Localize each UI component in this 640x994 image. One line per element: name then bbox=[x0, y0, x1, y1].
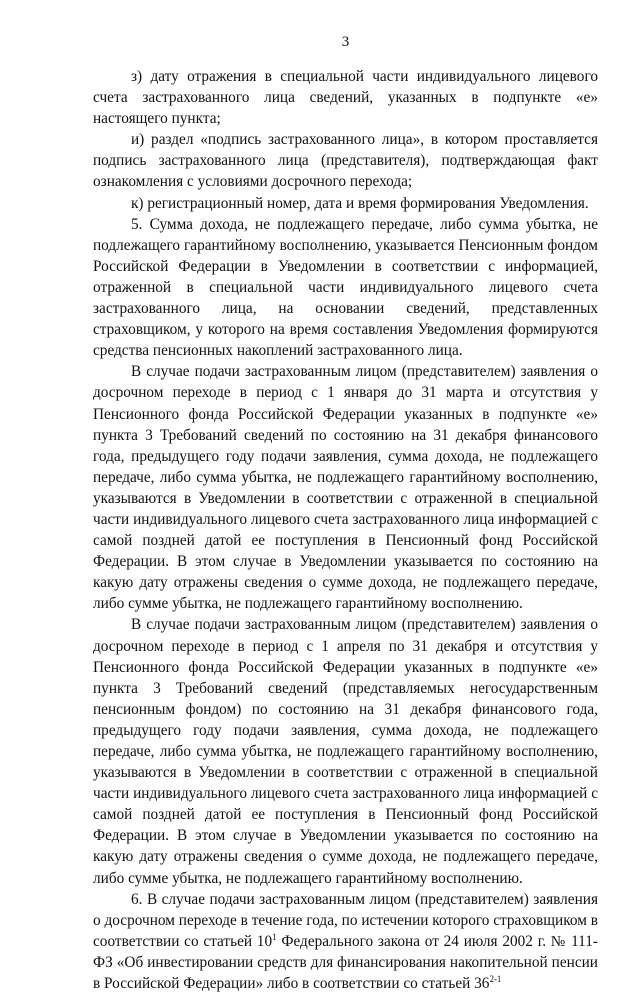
paragraph-clause-5-case-apr-dec: В случае подачи застрахованным лицом (представителем) заявления о досрочном переходе в период с 1 апреля по 31 декабря и отсутствия у Пенсионного фонда Российской Федерации указанных в подпункте «е» пункта 3 Требований сведений (представляемых негосударственным пенсионным фондом) по состоянию на 31 декабря финансового года, предыдущего году подачи заявления, сумма дохода, не подлежащего передаче, либо сумма убытка, не подлежащего гарантийному восполнению, указываются в Уведомлении в соответствии с отраженной в специальной части индивидуального лицевого счета застрахованного лица информацией с самой поздней датой ее поступления в Пенсионный фонд Российской Федерации. В этом случае в Уведомлении указывается по состоянию на какую дату отражены сведения о сумме дохода, не подлежащего передаче, либо сумме убытка, не подлежащего гарантийному восполнению. bbox=[93, 616, 598, 887]
paragraph-clause-5-case-jan-mar: В случае подачи застрахованным лицом (представителем) заявления о досрочном переходе в период с 1 января до 31 марта и отсутствия у Пенсионного фонда Российской Федерации указанных в подпункте «е» пункта 3 Требований сведений по состоянию на 31 декабря финансового года, предыдущего году подачи заявления, сумма дохода, не подлежащего передаче, либо сумма убытка, не подлежащего гарантийному восполнению, указываются в Уведомлении в соответствии с отраженной в специальной части индивидуального лицевого счета застрахованного лица информацией с самой поздней датой ее поступления в Пенсионный фонд Российской Федерации. В этом случае в Уведомлении указывается по состоянию на какую дату отражены сведения о сумме дохода, не подлежащего передаче, либо сумме убытка, не подлежащего гарантийному восполнению. bbox=[93, 363, 598, 613]
clause-6-superscript-1: 1 bbox=[272, 931, 277, 942]
paragraph-clause-5: 5. Сумма дохода, не подлежащего передаче, либо сумма убытка, не подлежащего гарантийному восполнению, указывается Пенсионным фондом Российской Федерации в Уведомлении в соответствии с информацией, отраженной в специальной части индивидуального лицевого счета застрахованного лица, на основании сведений, представленных страховщиком, у которого на время составления Уведомления формируются средства пенсионных накоплений застрахованного лица. bbox=[93, 215, 598, 360]
paragraph-item-z: з) дату отражения в специальной части индивидуального лицевого счета застрахованного лица сведений, указанных в подпункте «е» настоящего пункта; bbox=[93, 68, 598, 128]
paragraph-item-k: к) регистрационный номер, дата и время формирования Уведомления. bbox=[131, 194, 589, 212]
document-page bbox=[93, 0, 598, 993]
paragraph-item-i: и) раздел «подпись застрахованного лица», в котором проставляется подпись застрахованного лица (представителя), подтверждающая факт ознакомления с условиями досрочного перехода; bbox=[93, 131, 598, 191]
clause-6-superscript-2: 2-1 bbox=[489, 973, 502, 984]
paragraph-clause-6 bbox=[93, 889, 598, 994]
clause-6-text-start: 6. В случае подачи застрахованным лицом (представителем) заявления о досрочном переходе в течение года, по истечении которого страховщиком в соответствии со статьей 10 bbox=[93, 890, 598, 950]
document-body bbox=[93, 66, 598, 994]
clause-6-text-middle: Федерального закона от 24 июля 2002 г. № 111-ФЗ «Об инвестировании средств для финансирования накопительной пенсии в Российской Федерации» либо в соответствии со статьей 36 bbox=[93, 932, 598, 993]
page-number: 3 bbox=[341, 34, 350, 50]
